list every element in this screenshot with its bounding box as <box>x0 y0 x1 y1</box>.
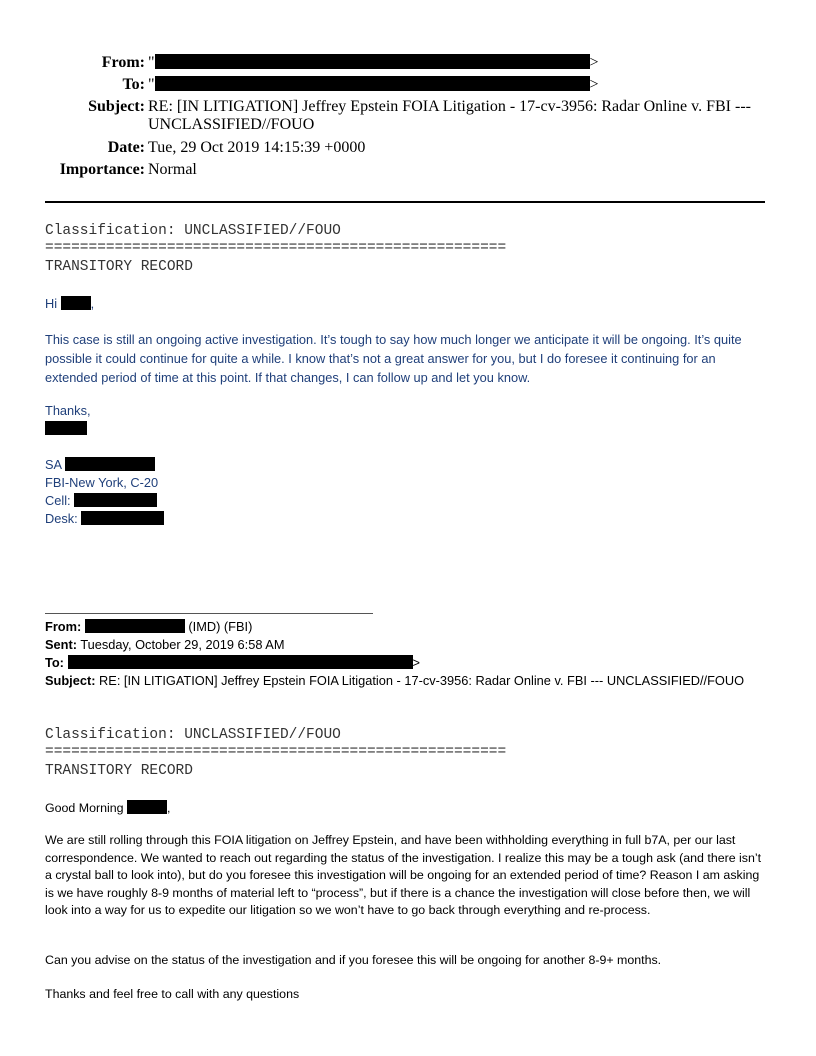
original-from-row <box>45 619 252 634</box>
date-value: Tue, 29 Oct 2019 14:15:39 +0000 <box>148 139 366 156</box>
redaction-block <box>85 619 185 633</box>
redaction-block <box>127 800 167 814</box>
sig-cell-label: Cell: <box>45 493 71 508</box>
original-body-paragraph-1: We are still rolling through this FOIA litigation on Jeffrey Epstein, and have been withholding everything in full b7A, per our last correspondence. We wanted to reach out regarding the status of the investigation. I realize this may be a tough ask (and there isn’t a crystal ball to look into), but do you foresee this investigation will be ongoing for an extended period of time? Reason I am asking is we have roughly 8-9 months of material left to “process”, but if there is a chance the investigation will close before then, we will look into a way for us to expedite our litigation so we won’t have to go back through everything and re-process. <box>45 833 762 917</box>
redaction-block <box>45 421 87 435</box>
original-to-label: To: <box>45 655 64 670</box>
date-label: Date: <box>107 139 145 156</box>
redaction-block <box>81 511 164 525</box>
original-subject-value: RE: [IN LITIGATION] Jeffrey Epstein FOIA Litigation - 17-cv-3956: Radar Online v. FBI --- UNCLASSIFIED//FOUO <box>99 673 745 688</box>
original-greeting <box>45 800 170 815</box>
original-classification-banner: Classification: UNCLASSIFIED//FOUO <box>45 727 341 743</box>
original-to-suffix: > <box>412 655 420 670</box>
redaction-block <box>155 76 590 91</box>
signature-name <box>45 421 87 436</box>
original-sent-row <box>45 637 285 652</box>
signature-title <box>45 457 155 472</box>
redaction-block <box>155 54 590 69</box>
subject-value: RE: [IN LITIGATION] Jeffrey Epstein FOIA Litigation - 17-cv-3956: Radar Online v. FBI --- UNCLASSIFIED//FOUO <box>148 98 751 133</box>
redaction-block <box>74 493 157 507</box>
original-sent-value: Tuesday, October 29, 2019 6:58 AM <box>80 637 285 652</box>
redaction-block <box>68 655 413 669</box>
importance-label: Importance: <box>59 161 145 178</box>
original-body-paragraph-2: Can you advise on the status of the investigation and if you foresee this will be ongoing for another 8-9+ months. <box>45 953 662 967</box>
header-divider <box>45 201 765 203</box>
sig-title-text: SA <box>45 457 62 472</box>
greeting-text: Hi <box>45 296 58 311</box>
to-suffix: > <box>589 76 599 93</box>
original-to-row <box>45 655 420 670</box>
importance-value: Normal <box>148 161 197 178</box>
signature-desk <box>45 511 164 526</box>
from-suffix: > <box>589 54 599 71</box>
original-classification-divider: ===================================================== <box>45 744 507 760</box>
from-label: From: <box>101 54 145 71</box>
reply-body: This case is still an ongoing active investigation. It’s tough to say how much longer we anticipate it will be ongoing. It’s quite possible it could continue for quite a while. I know that’s not a great answer for you, but I do foresee it continuing for an extended period of time at this point. If that changes, I can follow up and let you know. <box>45 332 742 385</box>
original-subject-label: Subject: <box>45 673 96 688</box>
from-value <box>148 54 788 72</box>
record-type: TRANSITORY RECORD <box>45 259 193 275</box>
subject-label: Subject: <box>88 98 145 115</box>
original-sent-label: Sent: <box>45 637 77 652</box>
redaction-block <box>61 296 91 310</box>
to-label: To: <box>122 76 145 93</box>
sig-desk-label: Desk: <box>45 511 78 526</box>
greeting <box>45 296 94 311</box>
to-value <box>148 76 788 94</box>
classification-banner: Classification: UNCLASSIFIED//FOUO <box>45 223 341 239</box>
original-closing: Thanks and feel free to call with any questions <box>45 987 300 1001</box>
quoted-message-separator <box>45 613 373 614</box>
from-quote: " <box>148 54 155 71</box>
original-greeting-text: Good Morning <box>45 801 124 815</box>
original-from-label: From: <box>45 619 82 634</box>
signature-cell <box>45 493 157 508</box>
classification-divider: ===================================================== <box>45 240 507 256</box>
greeting-comma: , <box>90 296 95 311</box>
original-subject-row <box>45 673 744 688</box>
to-quote: " <box>148 76 155 93</box>
redaction-block <box>65 457 155 471</box>
original-record-type: TRANSITORY RECORD <box>45 763 193 779</box>
original-from-suffix: (IMD) (FBI) <box>188 619 253 634</box>
signature-office: FBI-New York, C-20 <box>45 475 159 490</box>
original-greeting-comma: , <box>166 801 171 815</box>
signoff: Thanks, <box>45 403 91 418</box>
